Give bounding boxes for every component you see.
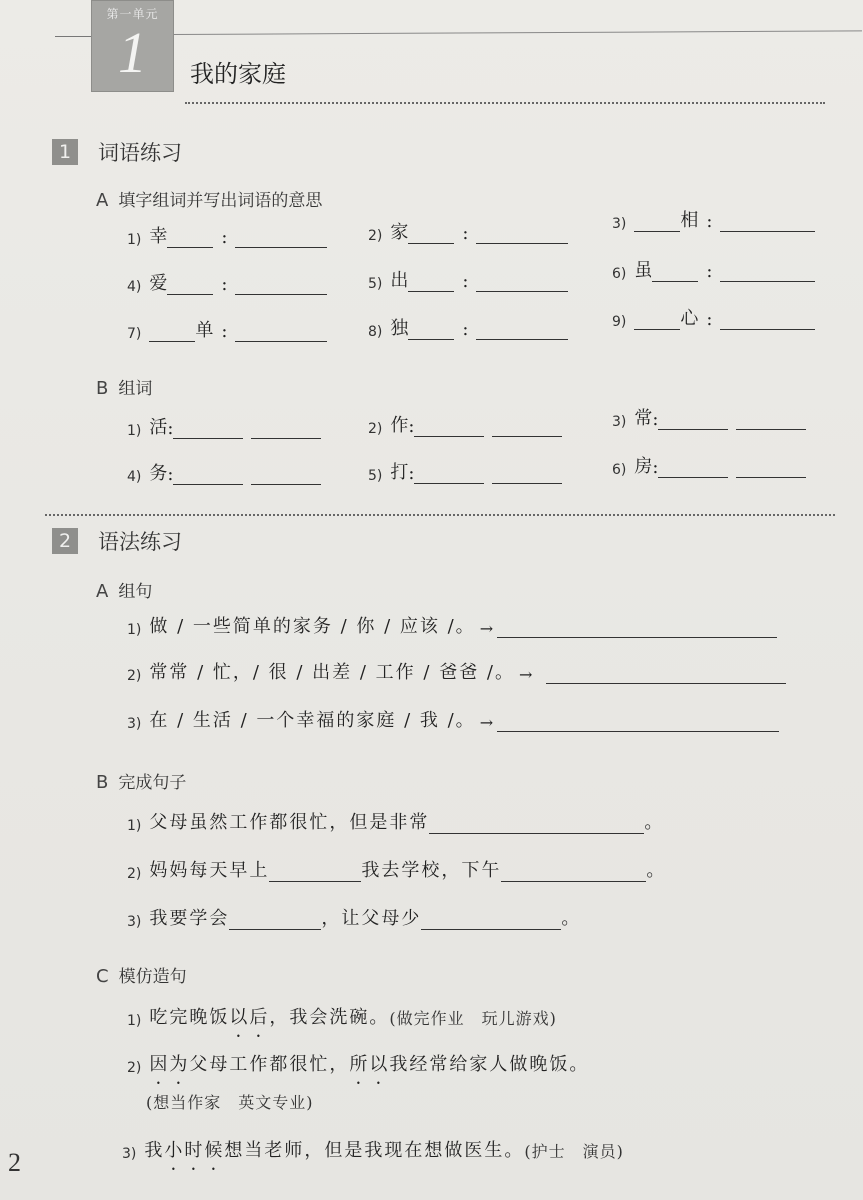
emphasized-char: 时 • — [184, 1136, 204, 1162]
section-2-header — [52, 526, 182, 556]
part-letter: A — [96, 581, 109, 602]
colon: : — [652, 457, 659, 478]
fill-blank[interactable] — [149, 323, 195, 342]
meaning-blank[interactable] — [720, 263, 815, 282]
given-char: 务 — [149, 463, 168, 484]
sentence-text: 吃完晚饭 — [149, 1007, 230, 1028]
colon: : — [221, 321, 228, 342]
exercise-item — [368, 266, 568, 292]
exercise-item — [612, 404, 806, 430]
exercise-item — [612, 452, 806, 478]
exercise-item — [127, 1003, 557, 1029]
part-title: 模仿造句 — [118, 967, 187, 987]
given-char: 常 — [634, 408, 653, 429]
sentence-text: 想当老师，但是我现在想做医生。 — [224, 1140, 525, 1161]
exercise-item — [612, 206, 815, 232]
section-badge: 2 — [52, 528, 78, 554]
unit-title: 我的家庭 — [190, 60, 286, 88]
colon: : — [706, 309, 713, 330]
given-char: 作 — [390, 415, 409, 436]
unit-badge — [91, 0, 174, 92]
sentence-end: 。 — [646, 860, 665, 881]
answer-blank[interactable] — [421, 911, 561, 930]
item-number: 2) — [127, 668, 142, 684]
exercise-item — [127, 413, 321, 439]
answer-blank[interactable] — [501, 863, 646, 882]
given-char: 房 — [634, 456, 653, 477]
colon: : — [408, 463, 415, 484]
given-char: 出 — [390, 270, 409, 291]
exercise-item — [122, 1136, 624, 1162]
part-title: 组句 — [118, 582, 153, 602]
exercise-item — [127, 904, 579, 930]
word-blank[interactable] — [173, 420, 243, 439]
meaning-blank[interactable] — [476, 273, 568, 292]
item-number: 3) — [127, 716, 142, 732]
colon: : — [462, 271, 469, 292]
given-char: 心 — [680, 308, 699, 329]
meaning-blank[interactable] — [235, 276, 327, 295]
hint-words: (做完作业 玩儿游戏) — [389, 1009, 557, 1028]
item-number: 1) — [127, 423, 142, 439]
meaning-blank[interactable] — [720, 213, 815, 232]
given-char: 活 — [149, 417, 168, 438]
emphasized-char: 所 • — [349, 1050, 369, 1076]
meaning-blank[interactable] — [476, 225, 568, 244]
fill-blank[interactable] — [634, 311, 680, 330]
sentence-text: 我要学会 — [149, 908, 230, 929]
word-blank[interactable] — [251, 420, 321, 439]
answer-blank[interactable] — [497, 713, 779, 732]
part-title: 组词 — [118, 379, 153, 399]
unit-label: 第一单元 — [106, 7, 159, 21]
item-number: 2) — [368, 228, 383, 244]
unit-number: 1 — [118, 20, 147, 85]
arrow-right-icon: → — [479, 713, 494, 732]
colon: : — [706, 211, 713, 232]
colon: : — [706, 261, 713, 282]
word-blank[interactable] — [658, 411, 728, 430]
fill-blank[interactable] — [652, 263, 698, 282]
section-title: 词语练习 — [98, 141, 182, 165]
item-number: 1) — [127, 622, 142, 638]
exercise-item — [127, 612, 777, 638]
item-number: 6) — [612, 266, 627, 282]
exercise-item — [127, 706, 779, 732]
given-char: 打 — [390, 462, 409, 483]
part-letter: C — [96, 966, 109, 987]
header-rule-left — [55, 36, 91, 37]
part-title: 填字组词并写出词语的意思 — [118, 191, 323, 211]
item-number: 1) — [127, 818, 142, 834]
section-title: 语法练习 — [98, 530, 182, 554]
exercise-item — [127, 459, 321, 485]
item-number: 2) — [127, 1060, 142, 1076]
item-number: 7) — [127, 326, 142, 342]
word-blank[interactable] — [414, 465, 484, 484]
hint-words: (想当作家 英文专业) — [146, 1093, 314, 1112]
given-char: 独 — [390, 318, 409, 339]
word-blank[interactable] — [736, 459, 806, 478]
item-number: 4) — [127, 469, 142, 485]
colon: : — [167, 418, 174, 439]
page-number: 2 — [8, 1148, 21, 1177]
word-blank[interactable] — [658, 459, 728, 478]
item-number: 1) — [127, 1013, 142, 1029]
colon: : — [408, 416, 415, 437]
meaning-blank[interactable] — [720, 311, 815, 330]
emphasized-char: 候 • — [204, 1136, 224, 1162]
fill-blank[interactable] — [408, 225, 454, 244]
emphasized-char: 后 • — [249, 1003, 269, 1029]
part-1b-header — [96, 374, 152, 399]
item-number: 6) — [612, 462, 627, 478]
fill-blank[interactable] — [634, 213, 680, 232]
meaning-blank[interactable] — [476, 321, 568, 340]
arrow-right-icon: → — [479, 619, 494, 638]
scrambled-words: 做 / 一些简单的家务 / 你 / 应该 /。 — [149, 616, 476, 637]
colon: : — [167, 464, 174, 485]
item-number: 3) — [122, 1146, 137, 1162]
exercise-item — [368, 218, 568, 244]
item-number: 1) — [127, 232, 142, 248]
fill-blank[interactable] — [408, 273, 454, 292]
exercise-item — [612, 304, 815, 330]
sentence-text: ，让父母少 — [321, 908, 422, 929]
scrambled-words: 在 / 生活 / 一个幸福的家庭 / 我 /。 — [149, 710, 476, 731]
exercise-item — [368, 314, 568, 340]
item-number: 2) — [368, 421, 383, 437]
answer-blank[interactable] — [229, 911, 321, 930]
item-number: 5) — [368, 468, 383, 484]
sentence-text: ，我会洗碗。 — [269, 1007, 390, 1028]
colon: : — [462, 223, 469, 244]
header-rule-right — [172, 30, 862, 35]
item-number: 8) — [368, 324, 383, 340]
sentence-text: 父母虽然工作都很忙，但是非常 — [149, 812, 430, 833]
given-char: 爱 — [149, 273, 168, 294]
colon: : — [221, 274, 228, 295]
emphasized-char: 小 • — [164, 1136, 184, 1162]
fill-blank[interactable] — [167, 276, 213, 295]
colon: : — [221, 227, 228, 248]
sentence-text: 我去学校，下午 — [361, 860, 502, 881]
fill-blank[interactable] — [408, 321, 454, 340]
meaning-blank[interactable] — [235, 323, 327, 342]
given-char: 幸 — [149, 226, 168, 247]
answer-blank[interactable] — [269, 863, 361, 882]
sentence-text: 父母工作都很忙， — [189, 1054, 350, 1075]
exercise-item — [368, 458, 562, 484]
item-number: 9) — [612, 314, 627, 330]
sentence-text: 妈妈每天早上 — [149, 860, 270, 881]
exercise-item — [127, 222, 327, 248]
hint-line — [146, 1090, 314, 1113]
item-number: 5) — [368, 276, 383, 292]
section-1-header — [52, 137, 182, 167]
sentence-text: 我 — [144, 1140, 165, 1161]
exercise-item — [127, 658, 786, 684]
part-2a-header — [96, 577, 152, 602]
exercise-item — [127, 269, 327, 295]
emphasized-char: 为 • — [169, 1050, 189, 1076]
part-2c-header — [96, 962, 187, 987]
sentence-end: 。 — [644, 812, 663, 833]
answer-blank[interactable] — [429, 815, 644, 834]
emphasized-char: 以 • — [229, 1003, 249, 1029]
part-title: 完成句子 — [118, 773, 187, 793]
answer-blank[interactable] — [497, 619, 777, 638]
exercise-item — [127, 856, 664, 882]
exercise-item — [127, 316, 327, 342]
item-number: 3) — [127, 914, 142, 930]
word-blank[interactable] — [492, 418, 562, 437]
exercise-item — [368, 411, 562, 437]
sentence-text: 我经常给家人做晚饭。 — [389, 1054, 590, 1075]
emphasized-char: 因 • — [149, 1050, 169, 1076]
colon: : — [462, 319, 469, 340]
item-number: 4) — [127, 279, 142, 295]
item-number: 3) — [612, 216, 627, 232]
dotted-separator — [185, 102, 825, 104]
given-char: 相 — [680, 210, 699, 231]
given-char: 家 — [390, 222, 409, 243]
dotted-separator — [45, 514, 835, 516]
meaning-blank[interactable] — [235, 229, 327, 248]
exercise-item — [127, 1050, 589, 1076]
word-blank[interactable] — [173, 466, 243, 485]
part-2b-header — [96, 768, 186, 793]
arrow-right-icon: → — [518, 665, 533, 684]
emphasized-char: 以 • — [369, 1050, 389, 1076]
item-number: 3) — [612, 414, 627, 430]
given-char: 单 — [195, 320, 214, 341]
part-letter: B — [96, 772, 109, 793]
item-number: 2) — [127, 866, 142, 882]
fill-blank[interactable] — [167, 229, 213, 248]
exercise-item — [127, 808, 662, 834]
part-letter: A — [96, 190, 109, 211]
part-letter: B — [96, 378, 109, 399]
part-1a-header — [96, 186, 322, 211]
colon: : — [652, 409, 659, 430]
answer-blank[interactable] — [546, 665, 786, 684]
sentence-end: 。 — [561, 908, 580, 929]
hint-words: (护士 演员) — [524, 1142, 624, 1161]
word-blank[interactable] — [414, 418, 484, 437]
given-char: 虽 — [634, 260, 653, 281]
section-badge: 1 — [52, 139, 78, 165]
scrambled-words: 常常 / 忙，/ 很 / 出差 / 工作 / 爸爸 /。 — [149, 662, 515, 683]
word-blank[interactable] — [251, 466, 321, 485]
word-blank[interactable] — [736, 411, 806, 430]
exercise-item — [612, 256, 815, 282]
word-blank[interactable] — [492, 465, 562, 484]
